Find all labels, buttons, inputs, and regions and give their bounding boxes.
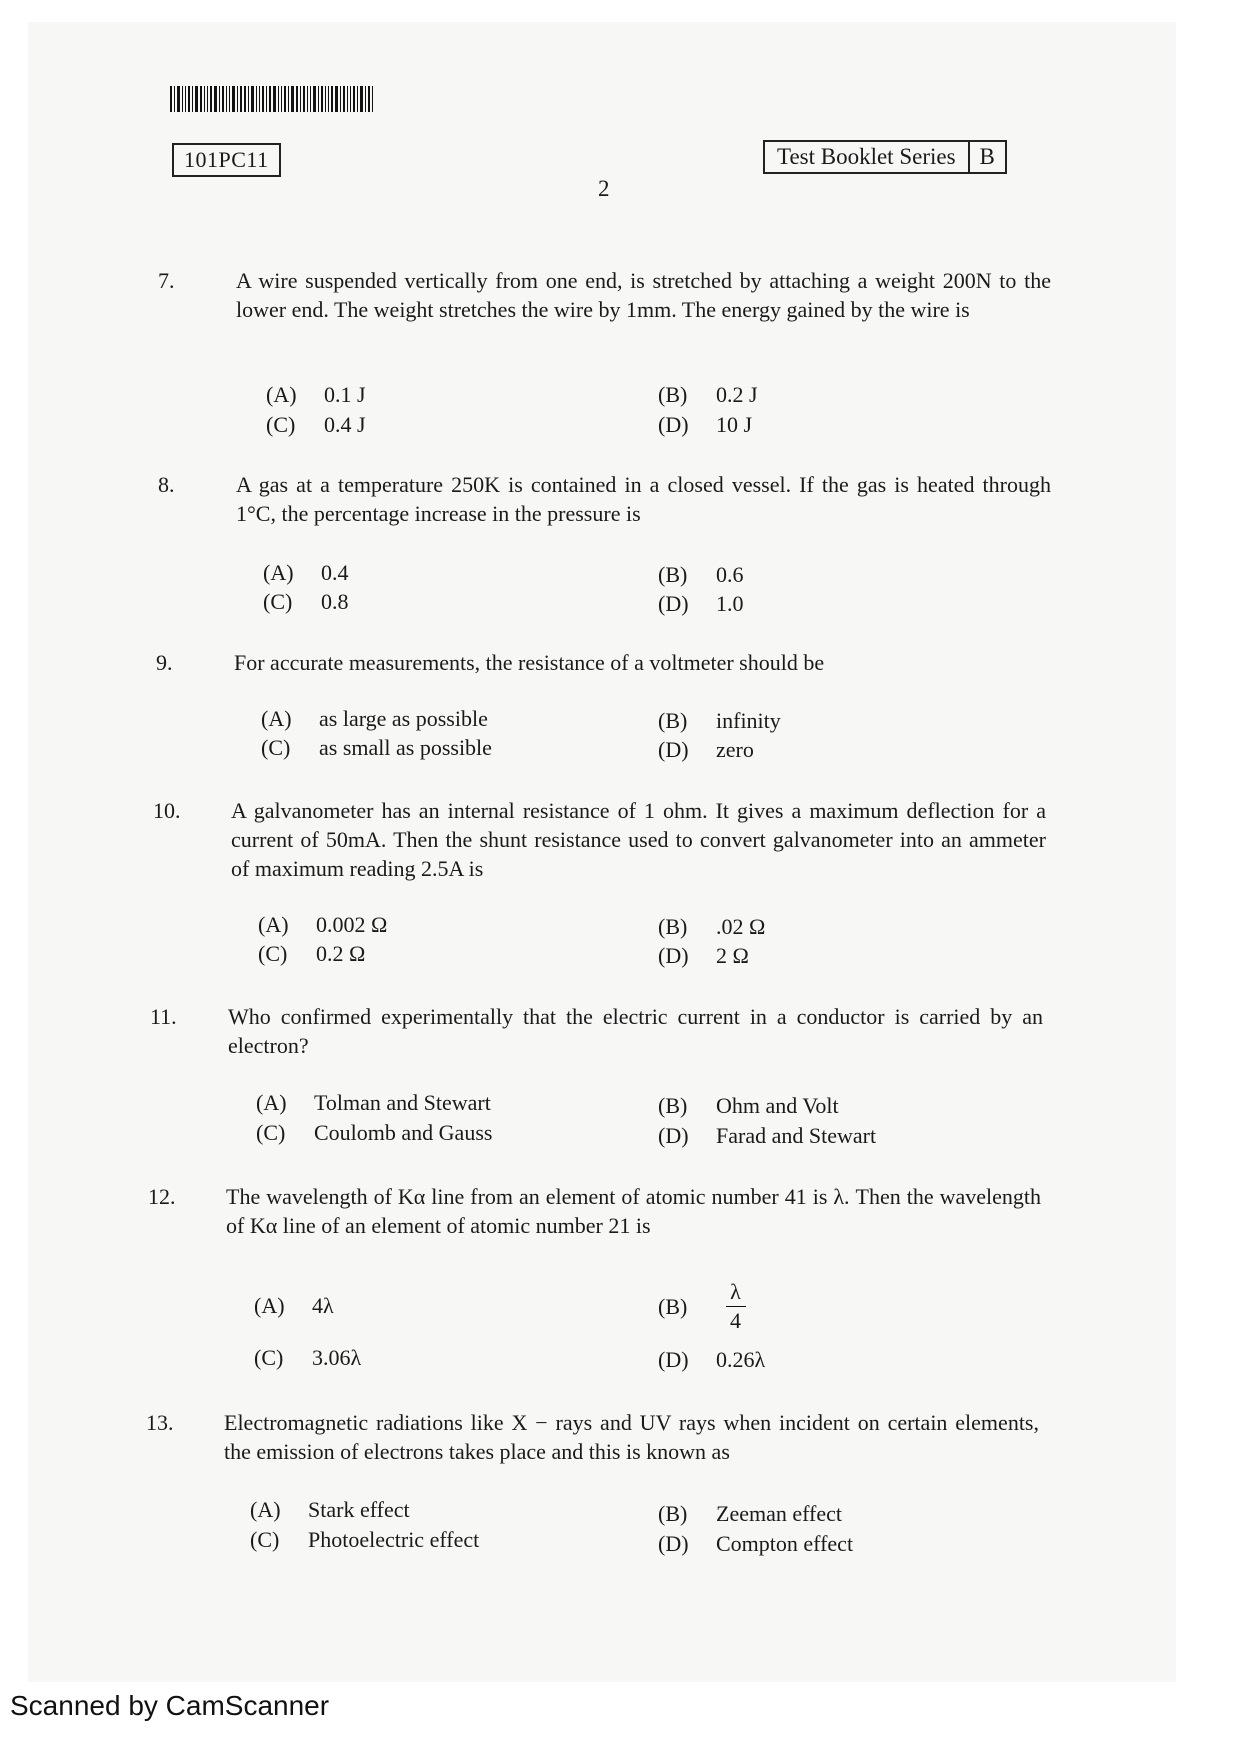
- option-label: (D): [658, 943, 689, 968]
- question-text: For accurate measurements, the resistance of a voltmeter should be: [234, 650, 825, 675]
- option-text: Stark effect: [308, 1497, 410, 1522]
- option-11a: [256, 1090, 491, 1116]
- barcode-bar: [368, 86, 370, 112]
- option-label: (D): [658, 591, 689, 616]
- option-label: (D): [658, 412, 689, 437]
- barcode-bar: [313, 86, 316, 112]
- option-label: (B): [658, 562, 688, 587]
- option-text: 3.06λ: [312, 1345, 362, 1370]
- option-label: (A): [258, 912, 289, 937]
- barcode-bar: [251, 86, 254, 112]
- barcode-bar: [244, 86, 246, 112]
- barcode-bar: [278, 86, 279, 112]
- test-booklet-series-box: [763, 140, 1007, 174]
- option-11c: [256, 1120, 492, 1146]
- option-12d: [658, 1347, 765, 1373]
- barcode-bar: [372, 86, 373, 112]
- barcode-bar: [284, 86, 286, 112]
- barcode-bar: [226, 86, 227, 112]
- page-number: 2: [598, 176, 610, 201]
- question-text: The wavelength of Kα line from an element of atomic number 41 is λ. Then the wavelength of Kα line of an element of atomic number 21 is: [226, 1184, 1041, 1238]
- barcode-bar: [259, 86, 260, 112]
- barcode-bar: [350, 86, 351, 112]
- barcode-bar: [204, 86, 205, 112]
- option-13c: [250, 1527, 479, 1553]
- option-text: as small as possible: [319, 735, 492, 760]
- barcode-bar: [232, 86, 235, 112]
- option-text: 0.4 J: [324, 412, 366, 437]
- option-13d: [658, 1531, 853, 1557]
- paper-code: 101PC11: [184, 147, 269, 172]
- camscanner-watermark: Scanned by CamScanner: [10, 1690, 330, 1721]
- fraction-bar: [726, 1306, 746, 1307]
- question-number: 13.: [146, 1410, 174, 1435]
- option-text: 0.2 J: [716, 382, 758, 407]
- question-number: 8.: [158, 472, 175, 497]
- barcode-bar: [300, 86, 301, 112]
- option-10a: [258, 912, 387, 938]
- option-text: 0.2 Ω: [316, 941, 366, 966]
- option-label: (B): [658, 708, 688, 733]
- barcode-bar: [170, 86, 172, 112]
- question-text: Electromagnetic radiations like X − rays and UV rays when incident on certain elements, the emission of electrons takes place and this is known as: [224, 1410, 1039, 1464]
- barcode-bar: [347, 86, 348, 112]
- barcode-bar: [182, 86, 183, 112]
- option-text: zero: [716, 737, 754, 762]
- option-8d: [658, 591, 744, 617]
- series-value: B: [968, 142, 1005, 172]
- option-12b: [658, 1280, 746, 1333]
- barcode-bar: [237, 86, 238, 112]
- paper-code-box: [172, 143, 281, 177]
- option-11d: [658, 1123, 876, 1149]
- barcode-bar: [335, 86, 338, 112]
- barcode-bar: [185, 86, 186, 112]
- option-label: (B): [658, 1501, 688, 1526]
- option-9a: [261, 706, 488, 732]
- option-13b: [658, 1501, 842, 1527]
- question-text: A wire suspended vertically from one end, is stretched by attaching a weight 200N to the lower end. The weight stretches the wire by 1mm. The energy gained by the wire is: [236, 268, 1051, 322]
- option-label: (C): [263, 589, 293, 614]
- barcode-bar: [310, 86, 311, 112]
- option-label: (B): [658, 914, 688, 939]
- barcode-bar: [219, 86, 220, 112]
- question-number: 11.: [150, 1004, 177, 1029]
- barcode-bar: [321, 86, 323, 112]
- option-label: (A): [254, 1293, 285, 1318]
- series-label: Test Booklet Series: [777, 144, 956, 169]
- barcode-bar: [325, 86, 326, 112]
- question-text: Who confirmed experimentally that the electric current in a conductor is carried by an electron?: [228, 1004, 1043, 1058]
- option-text: 0.26λ: [716, 1347, 766, 1372]
- fraction: [726, 1280, 746, 1333]
- barcode-bar: [177, 86, 180, 112]
- option-7c: [266, 412, 366, 438]
- option-label: (C): [256, 1120, 286, 1145]
- barcode-bar: [343, 86, 345, 112]
- barcode-bar: [318, 86, 319, 112]
- option-text: Zeeman effect: [716, 1501, 843, 1526]
- barcode-bar: [360, 86, 363, 112]
- option-11b: [658, 1093, 839, 1119]
- fraction-numerator: λ: [730, 1279, 741, 1304]
- barcode-bar: [291, 86, 294, 112]
- option-label: (C): [250, 1527, 280, 1552]
- option-text: 0.002 Ω: [316, 912, 388, 937]
- barcode-bar: [192, 86, 193, 112]
- barcode-bar: [269, 86, 271, 112]
- barcode-bar: [353, 86, 355, 112]
- barcode-bar: [331, 86, 333, 112]
- barcode-bar: [188, 86, 190, 112]
- option-text: Tolman and Stewart: [314, 1090, 491, 1115]
- option-text: 4λ: [312, 1293, 334, 1318]
- option-7b: [658, 382, 758, 408]
- barcode-bar: [200, 86, 202, 112]
- fraction-denominator: 4: [730, 1308, 741, 1333]
- barcode-bar: [229, 86, 230, 112]
- barcode-bar: [273, 86, 276, 112]
- option-text: Ohm and Volt: [716, 1093, 839, 1118]
- option-text: 10 J: [716, 412, 753, 437]
- option-text: 1.0: [716, 591, 744, 616]
- barcode-bar: [210, 86, 212, 112]
- option-text: 0.6: [716, 562, 744, 587]
- option-text: .02 Ω: [716, 914, 766, 939]
- option-8a: [263, 560, 349, 586]
- option-text: Coulomb and Gauss: [314, 1120, 493, 1145]
- option-7d: [658, 412, 752, 438]
- option-text: Farad and Stewart: [716, 1123, 877, 1148]
- option-13a: [250, 1497, 410, 1523]
- option-label: (A): [266, 382, 297, 407]
- barcode-bar: [328, 86, 329, 112]
- option-text: 0.8: [321, 589, 349, 614]
- option-text: infinity: [716, 708, 781, 733]
- option-10b: [658, 914, 765, 940]
- option-label: (D): [658, 1531, 689, 1556]
- option-label: (C): [261, 735, 291, 760]
- question-number: 10.: [153, 798, 181, 823]
- option-label: (C): [254, 1345, 284, 1370]
- option-text: 2 Ω: [716, 943, 749, 968]
- option-label: (A): [263, 560, 294, 585]
- question-number: 9.: [156, 650, 173, 675]
- option-label: (C): [258, 941, 288, 966]
- option-text: Photoelectric effect: [308, 1527, 480, 1552]
- barcode-bar: [281, 86, 282, 112]
- barcode-bar: [248, 86, 249, 112]
- option-label: (B): [658, 382, 688, 407]
- barcode-bar: [296, 86, 298, 112]
- option-text: as large as possible: [319, 706, 488, 731]
- option-9c: [261, 735, 492, 761]
- question-text: A gas at a temperature 250K is contained in a closed vessel. If the gas is heated through 1°C, the percentage increase in the pressure is: [236, 472, 1051, 526]
- barcode-bar: [357, 86, 358, 112]
- barcode-bar: [266, 86, 267, 112]
- barcode-bar: [303, 86, 305, 112]
- barcode-bar: [174, 86, 175, 112]
- barcode-bar: [240, 86, 242, 112]
- barcode-bar: [207, 86, 208, 112]
- option-label: (D): [658, 737, 689, 762]
- option-9b: [658, 708, 781, 734]
- barcode-bar: [307, 86, 308, 112]
- barcode-bar: [262, 86, 264, 112]
- option-label: (D): [658, 1347, 689, 1372]
- option-text: 0.4: [321, 560, 349, 585]
- option-12c: [254, 1345, 361, 1371]
- option-9d: [658, 737, 754, 763]
- question-text: A galvanometer has an internal resistance of 1 ohm. It gives a maximum deflection for a current of 50mA. Then the shunt resistance used to convert galvanometer into an ammeter of maximum reading 2.5A is: [231, 798, 1046, 881]
- option-label: (C): [266, 412, 296, 437]
- option-10c: [258, 941, 365, 967]
- option-label: (D): [658, 1123, 689, 1148]
- option-10d: [658, 943, 749, 969]
- barcode-bar: [222, 86, 224, 112]
- option-label: (A): [261, 706, 292, 731]
- barcode-bar: [256, 86, 257, 112]
- barcode: [170, 86, 410, 112]
- option-text: Compton effect: [716, 1531, 854, 1556]
- option-text: 0.1 J: [324, 382, 366, 407]
- option-label: (A): [250, 1497, 281, 1522]
- option-8c: [263, 589, 349, 615]
- barcode-bar: [365, 86, 366, 112]
- barcode-bar: [195, 86, 198, 112]
- question-number: 7.: [158, 268, 175, 293]
- option-label: (B): [658, 1293, 688, 1319]
- barcode-bar: [340, 86, 341, 112]
- question-number: 12.: [148, 1184, 176, 1209]
- option-label: (B): [658, 1093, 688, 1118]
- option-7a: [266, 382, 366, 408]
- barcode-bar: [288, 86, 289, 112]
- barcode-bar: [214, 86, 217, 112]
- option-8b: [658, 562, 744, 588]
- option-12a: [254, 1293, 334, 1319]
- option-label: (A): [256, 1090, 287, 1115]
